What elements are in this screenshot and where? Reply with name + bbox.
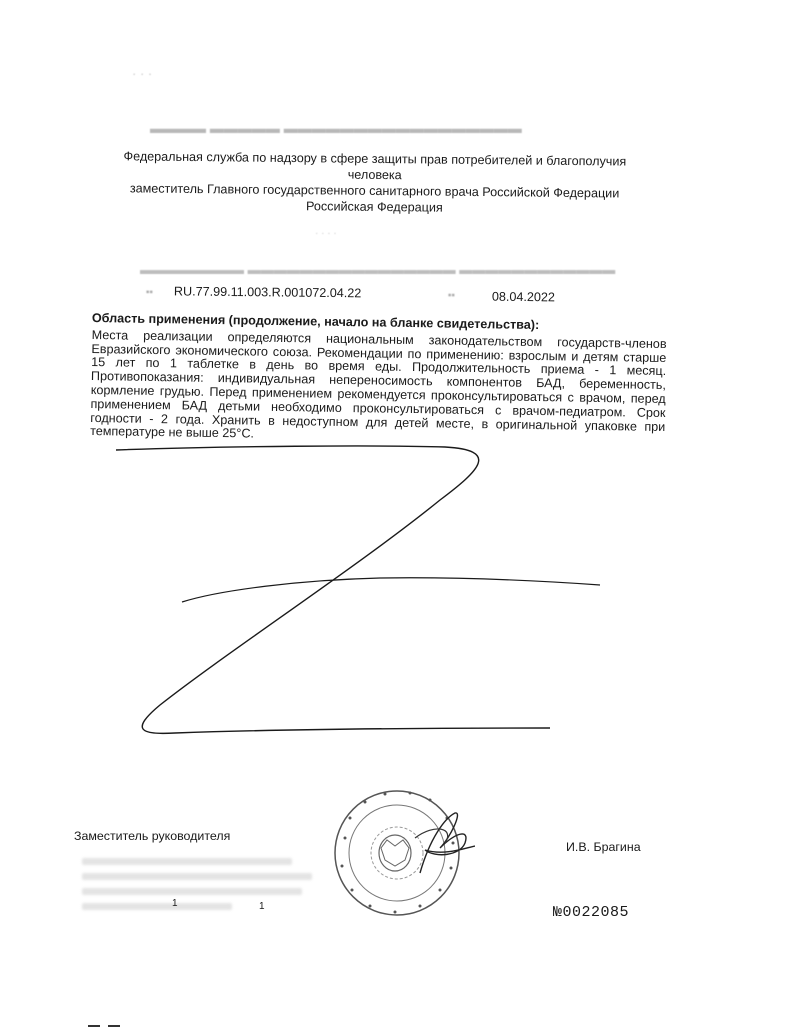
faint-mark-2: · · · ·	[315, 228, 337, 239]
page-number-2: 1	[259, 901, 265, 912]
faint-top-mark: · · ·	[132, 66, 153, 81]
faint-bold-heading: ▬▬▬▬ ▬▬▬▬▬ ▬▬▬▬▬▬▬▬▬▬▬▬▬▬▬▬▬	[150, 120, 522, 136]
signatory-name: И.В. Брагина	[566, 840, 641, 854]
header-line-1: Федеральная служба по надзору в сфере защиты прав потребителей и благополучия человека	[123, 149, 627, 183]
faint-prefix: ▪▪	[145, 287, 154, 299]
form-serial-number: №0022085	[553, 904, 630, 921]
faint-ot: ▪▪	[447, 290, 456, 302]
section-title: Область применения (продолжение, начало на бланке свидетельства):	[91, 311, 540, 333]
signatory-position: Заместитель руководителя	[74, 829, 231, 843]
official-stamp-seal	[325, 778, 475, 928]
registration-date: 08.04.2022	[491, 289, 555, 305]
page-number-1: 1	[172, 898, 178, 909]
header-line-2: заместитель Главного государственного санитарного врача Российской Федерации	[129, 181, 620, 201]
header-line-3: Российская Федерация	[306, 199, 443, 215]
faint-footer-block	[82, 858, 312, 918]
faint-certificate-title: ▬▬▬▬▬▬▬▬ ▬▬▬▬▬▬▬▬▬▬▬▬▬▬▬▬ ▬▬▬▬▬▬▬▬▬▬▬▬	[140, 262, 616, 277]
section-body: Места реализации определяются национальным законодательством государств-членов Евразийского экономического союза. Рекомендации по применению: взрослым и детям старше 15 лет по 1 таблетке в день во время еды. Продолжительность приема - 1 месяц. Противопоказания: индивидуальная непереносимость компонентов БАД, беременность, кормление грудью. Перед применением рекомендуется проконсультироваться с врачом, перед применением БАД детьми необходимо проконсультироваться с врачом-педиатром. Срок годности - 2 года. Хранить в недоступном для детей месте, в оригинальной упаковке при температуре не выше 25°С.	[90, 327, 667, 441]
registration-number: RU.77.99.11.003.R.001072.04.22	[173, 284, 362, 301]
bottom-dashes	[88, 1014, 128, 1032]
